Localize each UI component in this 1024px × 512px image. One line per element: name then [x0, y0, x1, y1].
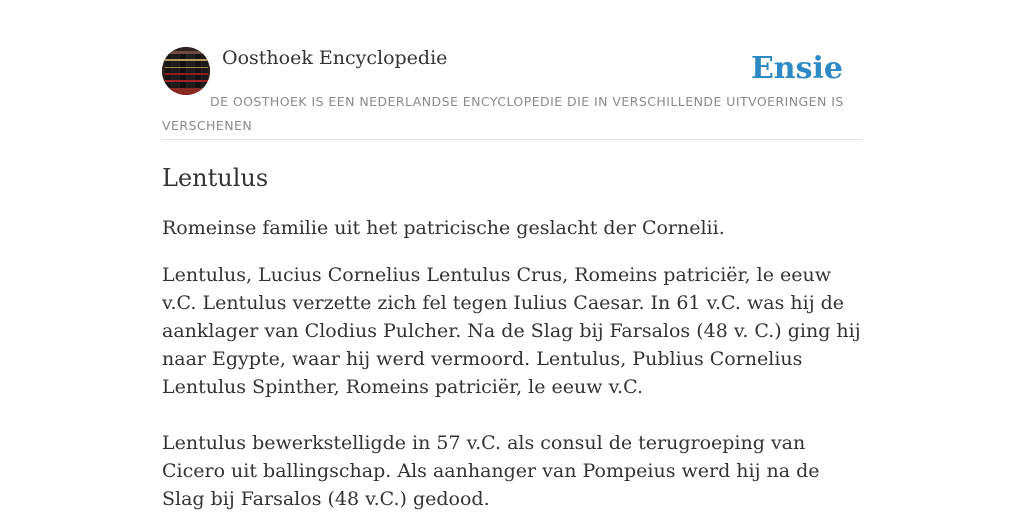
article-summary: Romeinse familie uit het patricische geslacht der Cornelii. [162, 217, 725, 239]
article-title: Lentulus [162, 164, 269, 192]
encyclopedia-books-avatar[interactable] [162, 47, 210, 95]
article-paragraph: Lentulus bewerkstelligde in 57 v.C. als consul de terugroeping van Cicero uit ballingschap. Als aanhanger van Pompeius werd hij na de Slag bij Farsalos (48 v.C.) gedood. [162, 432, 820, 510]
ensie-logo-link[interactable]: Ensie [750, 51, 843, 86]
article-paragraph: Lentulus, Lucius Cornelius Lentulus Crus, Romeins patriciër, le eeuw v.C. Lentulus verzette zich fel tegen Iulius Caesar. In 61 v.C. was hij de aanklager van Clodius Pulcher. Na de Slag bij Farsalos (48 v. C.) ging hij naar Egypte, waar hij werd vermoord. Lentulus, Publius Cornelius Lentulus Spinther, Romeins patriciër, le eeuw v.C. [162, 264, 861, 398]
source-name[interactable]: Oosthoek Encyclopedie [222, 47, 448, 69]
source-description: DE OOSTHOEK IS EEN NEDERLANDSE ENCYCLOPEDIE DIE IN VERSCHILLENDE UITVOERINGEN IS VERSCHENEN [162, 94, 844, 133]
article [162, 162, 862, 512]
bookshelf-icon [162, 47, 210, 95]
source-header [162, 44, 862, 140]
